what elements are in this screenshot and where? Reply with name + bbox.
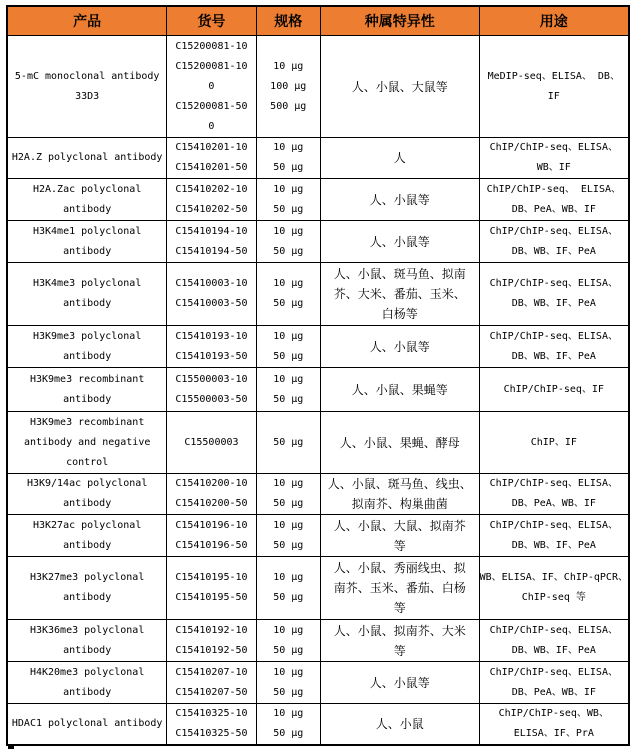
catalog-cell-line: C15410194-50 (175, 245, 248, 257)
catalog-cell (167, 662, 256, 704)
usage-cell (479, 412, 629, 474)
usage-cell-line: DB、WB、IF、PeA (511, 644, 596, 656)
spec-cell (256, 36, 320, 138)
spec-cell-line: 50 μg (273, 245, 304, 257)
product-cell-line: antibody (63, 498, 112, 509)
product-cell-line: antibody (63, 686, 112, 698)
usage-cell (479, 662, 629, 704)
species-cell (320, 221, 479, 263)
spec-cell-line: 10 μg (273, 330, 304, 342)
product-cell (7, 474, 167, 515)
species-cell-line: 南芥、玉米、番茄、白杨 (333, 581, 466, 595)
usage-cell-line: WB、ELISA、IF、ChIP-qPCR、 (479, 572, 628, 583)
product-cell-line: antibody (63, 298, 112, 309)
product-cell (7, 557, 167, 620)
species-cell-line: 人、小鼠、拟南芥、大米 (333, 623, 466, 638)
catalog-cell-line: C15410200-10 (175, 478, 248, 489)
product-cell-line: H3K4me1 polyclonal (32, 225, 142, 237)
catalog-cell (167, 326, 256, 368)
product-cell (7, 179, 167, 221)
species-cell-line: 人、小鼠等 (369, 192, 430, 207)
usage-cell-line: MeDIP-seq、ELISA、 DB、 (487, 70, 620, 82)
usage-cell (479, 263, 629, 326)
product-cell-line: antibody (63, 393, 112, 405)
spec-cell-line: 10 μg (273, 183, 304, 195)
spec-cell-line: 50 μg (273, 350, 304, 362)
catalog-cell-line: C15410192-10 (175, 624, 248, 636)
usage-cell (479, 515, 629, 557)
species-cell (320, 662, 479, 704)
table-row (7, 179, 629, 221)
catalog-cell-line: C15410193-50 (175, 350, 248, 362)
species-cell-line: 人、小鼠、大鼠等 (351, 79, 448, 94)
usage-cell (479, 326, 629, 368)
usage-cell-line: DB、WB、IF、PeA (511, 539, 596, 551)
species-cell-line: 人 (393, 151, 406, 165)
species-cell-line: 人、小鼠、斑马鱼、线虫、 (327, 477, 472, 491)
col-header-catalog: 货号 (167, 6, 256, 36)
usage-cell-line: DB、PeA、WB、IF (511, 203, 596, 215)
usage-cell-line: ChIP/ChIP-seq、ELISA、 (489, 278, 618, 289)
species-cell-line: 人、小鼠、秀丽线虫、拟 (333, 561, 466, 575)
species-cell (320, 36, 479, 138)
usage-cell-line: ChIP/ChIP-seq、ELISA、 (489, 519, 618, 531)
spec-cell-line: 50 μg (273, 686, 304, 698)
usage-cell-line: DB、WB、IF、PeA (511, 245, 596, 257)
species-cell-line: 等 (393, 538, 406, 553)
species-cell (320, 326, 479, 368)
spec-cell (256, 412, 320, 474)
table-header-row (7, 6, 629, 36)
spec-cell-line: 50 μg (273, 436, 304, 448)
catalog-cell-line: C15410200-50 (175, 498, 248, 509)
usage-cell-line: DB、WB、IF、PeA (511, 350, 596, 362)
usage-cell (479, 179, 629, 221)
product-cell-line: 5-mC monoclonal antibody (14, 70, 160, 82)
catalog-cell (167, 221, 256, 263)
catalog-cell-line: C15410003-10 (175, 278, 248, 289)
spec-cell-line: 10 μg (273, 624, 304, 636)
spec-cell (256, 138, 320, 179)
usage-cell-line: ChIP/ChIP-seq、ELISA、 (489, 330, 618, 342)
catalog-cell-line: C15410201-50 (175, 162, 248, 173)
product-cell-line: H3K9/14ac polyclonal (26, 478, 148, 489)
product-cell-line: H2A.Z polyclonal antibody (11, 152, 163, 163)
product-cell-line: antibody (63, 350, 112, 362)
catalog-cell-line: C15410193-10 (175, 330, 248, 342)
spec-cell-line: 10 μg (273, 478, 304, 489)
catalog-cell-line: C15410202-10 (175, 183, 248, 195)
product-cell-line: H3K9me3 recombinant (29, 373, 145, 385)
species-cell (320, 515, 479, 557)
spec-cell-line: 10 μg (273, 142, 304, 153)
spec-cell-line: 10 μg (273, 708, 304, 719)
col-header-product: 产品 (7, 6, 167, 36)
spec-cell (256, 515, 320, 557)
usage-cell-line: ChIP/ChIP-seq、ELISA、 (489, 478, 618, 489)
spec-cell (256, 221, 320, 263)
product-cell-line: antibody (63, 245, 112, 257)
spec-cell-line: 50 μg (273, 298, 304, 309)
usage-cell-line: ChIP-seq 等 (521, 592, 586, 603)
spec-cell-line: 500 μg (270, 100, 307, 112)
product-cell-line: antibody (63, 203, 112, 215)
product-cell (7, 515, 167, 557)
species-cell-line: 拟南芥、构巢曲菌 (351, 497, 448, 511)
product-cell (7, 138, 167, 179)
usage-cell (479, 557, 629, 620)
catalog-cell (167, 36, 256, 138)
catalog-cell-line: C15410003-50 (175, 298, 248, 309)
catalog-cell (167, 412, 256, 474)
table-row (7, 138, 629, 179)
usage-cell (479, 474, 629, 515)
product-cell-line: control (66, 456, 109, 468)
species-cell-line: 等 (393, 643, 406, 658)
catalog-cell (167, 515, 256, 557)
product-cell-line: antibody (63, 539, 112, 551)
catalog-cell-line: C15410202-50 (175, 203, 248, 215)
usage-cell (479, 138, 629, 179)
species-cell-line: 人、小鼠 (375, 717, 424, 731)
spec-cell-line: 50 μg (273, 498, 304, 509)
col-header-species: 种属特异性 (320, 6, 479, 36)
species-cell (320, 263, 479, 326)
product-cell (7, 620, 167, 662)
table-row (7, 412, 629, 474)
species-cell (320, 474, 479, 515)
table-row (7, 326, 629, 368)
catalog-cell-line: C15410195-50 (175, 592, 248, 603)
catalog-cell-line: C15200081-10 (175, 40, 248, 52)
table-row (7, 263, 629, 326)
catalog-cell-line: C15410207-10 (175, 666, 248, 678)
spec-cell-line: 10 μg (273, 572, 304, 583)
spec-cell (256, 474, 320, 515)
species-cell (320, 179, 479, 221)
spec-cell-line: 50 μg (273, 393, 304, 405)
usage-cell (479, 221, 629, 263)
spec-cell (256, 263, 320, 326)
table-row (7, 221, 629, 263)
usage-cell-line: ChIP/ChIP-seq、IF (503, 383, 604, 395)
catalog-cell-line: C15410192-50 (175, 644, 248, 656)
usage-cell (479, 368, 629, 412)
catalog-cell-line: C15410196-10 (175, 519, 248, 531)
usage-cell-line: WB、IF (536, 162, 571, 173)
product-cell-line: antibody (63, 592, 112, 603)
spec-cell-line: 100 μg (270, 80, 307, 92)
col-header-spec: 规格 (256, 6, 320, 36)
species-cell (320, 704, 479, 746)
catalog-cell-line: C15200081-500 (175, 100, 248, 132)
catalog-cell-line: C15500003-10 (175, 373, 248, 385)
species-cell (320, 620, 479, 662)
catalog-cell (167, 263, 256, 326)
spec-cell (256, 704, 320, 746)
catalog-cell-line: C15410325-10 (175, 708, 248, 719)
species-cell-line: 人、小鼠等 (369, 234, 430, 249)
product-cell-line: 33D3 (75, 90, 100, 102)
usage-cell-line: ChIP/ChIP-seq、ELISA、 (489, 225, 618, 237)
spec-cell-line: 50 μg (273, 644, 304, 656)
species-cell-line: 人、小鼠、果蝇、酵母 (339, 435, 460, 450)
product-cell-line: H4K20me3 polyclonal (29, 666, 145, 678)
spec-cell-line: 10 μg (273, 666, 304, 678)
usage-cell-line: ChIP、IF (530, 436, 577, 448)
table-row (7, 620, 629, 662)
product-cell-line: HDAC1 polyclonal antibody (11, 718, 163, 729)
product-cell (7, 704, 167, 746)
spec-cell (256, 557, 320, 620)
spec-cell (256, 368, 320, 412)
spec-cell-line: 10 μg (273, 519, 304, 531)
product-cell (7, 326, 167, 368)
product-cell (7, 662, 167, 704)
spec-cell (256, 620, 320, 662)
species-cell (320, 138, 479, 179)
species-cell-line: 白杨等 (381, 307, 418, 321)
table-row (7, 704, 629, 746)
catalog-cell-line: C15410194-10 (175, 225, 248, 237)
product-cell (7, 221, 167, 263)
species-cell-line: 人、小鼠、果蝇等 (351, 382, 448, 397)
product-cell (7, 368, 167, 412)
cropped-text-fragment (8, 745, 14, 749)
species-cell (320, 557, 479, 620)
species-cell-line: 人、小鼠、斑马鱼、拟南 (333, 267, 466, 281)
usage-cell-line: DB、WB、IF、PeA (511, 298, 596, 309)
species-cell-line: 人、小鼠等 (369, 339, 430, 354)
spec-cell-line: 10 μg (273, 278, 304, 289)
catalog-cell-line: C15200081-100 (175, 60, 248, 92)
spec-cell-line: 50 μg (273, 592, 304, 603)
spec-cell-line: 50 μg (273, 203, 304, 215)
species-cell (320, 412, 479, 474)
table-body (7, 36, 629, 746)
usage-cell-line: DB、PeA、WB、IF (511, 498, 596, 509)
spec-cell (256, 662, 320, 704)
usage-cell-line: ELISA、IF、PrA (513, 728, 594, 739)
catalog-cell-line: C15410325-50 (175, 728, 248, 739)
catalog-cell (167, 368, 256, 412)
catalog-cell-line: C15500003-50 (175, 393, 248, 405)
col-header-usage: 用途 (479, 6, 629, 36)
usage-cell-line: ChIP/ChIP-seq、WB、 (498, 708, 609, 719)
catalog-cell-line: C15410195-10 (175, 572, 248, 583)
usage-cell-line: ChIP/ChIP-seq、ELISA、 (489, 624, 618, 636)
spec-cell (256, 179, 320, 221)
table-row (7, 557, 629, 620)
table-row (7, 368, 629, 412)
usage-cell (479, 704, 629, 746)
spec-cell-line: 10 μg (273, 60, 304, 72)
antibody-product-table (6, 5, 630, 746)
usage-cell-line: IF (547, 90, 560, 102)
catalog-cell (167, 138, 256, 179)
product-cell (7, 263, 167, 326)
usage-cell (479, 620, 629, 662)
product-cell-line: H3K4me3 polyclonal (32, 278, 142, 289)
usage-cell-line: DB、PeA、WB、IF (511, 686, 596, 698)
catalog-cell-line: C15410207-50 (175, 686, 248, 698)
product-cell (7, 412, 167, 474)
species-cell (320, 368, 479, 412)
spec-cell-line: 50 μg (273, 728, 304, 739)
catalog-cell-line: C15500003 (184, 436, 239, 448)
product-cell (7, 36, 167, 138)
antibody-product-table-wrap (6, 5, 630, 746)
catalog-cell (167, 179, 256, 221)
product-cell-line: H2A.Zac polyclonal (32, 183, 142, 195)
spec-cell-line: 10 μg (273, 225, 304, 237)
table-row (7, 474, 629, 515)
catalog-cell-line: C15410196-50 (175, 539, 248, 551)
usage-cell-line: ChIP/ChIP-seq、 ELISA、 (486, 183, 621, 195)
catalog-cell (167, 557, 256, 620)
usage-cell (479, 36, 629, 138)
product-cell-line: H3K9me3 recombinant (29, 416, 145, 428)
spec-cell-line: 50 μg (273, 539, 304, 551)
product-cell-line: antibody and negative (23, 436, 151, 448)
table-row (7, 515, 629, 557)
table-row (7, 662, 629, 704)
spec-cell (256, 326, 320, 368)
species-cell-line: 等 (393, 601, 406, 615)
usage-cell-line: ChIP/ChIP-seq、ELISA、 (489, 142, 618, 153)
usage-cell-line: ChIP/ChIP-seq、ELISA、 (489, 666, 618, 678)
product-cell-line: H3K36me3 polyclonal (29, 624, 145, 636)
catalog-cell-line: C15410201-10 (175, 142, 248, 153)
table-row (7, 36, 629, 138)
product-cell-line: antibody (63, 644, 112, 656)
spec-cell-line: 50 μg (273, 162, 304, 173)
spec-cell-line: 10 μg (273, 373, 304, 385)
product-cell-line: H3K27ac polyclonal (32, 519, 142, 531)
catalog-cell (167, 620, 256, 662)
product-cell-line: H3K9me3 polyclonal (32, 330, 142, 342)
species-cell-line: 人、小鼠、大鼠、拟南芥 (333, 518, 466, 533)
species-cell-line: 芥、大米、番茄、玉米、 (333, 287, 466, 301)
catalog-cell (167, 704, 256, 746)
product-cell-line: H3K27me3 polyclonal (29, 572, 145, 583)
catalog-cell (167, 474, 256, 515)
species-cell-line: 人、小鼠等 (369, 675, 430, 690)
